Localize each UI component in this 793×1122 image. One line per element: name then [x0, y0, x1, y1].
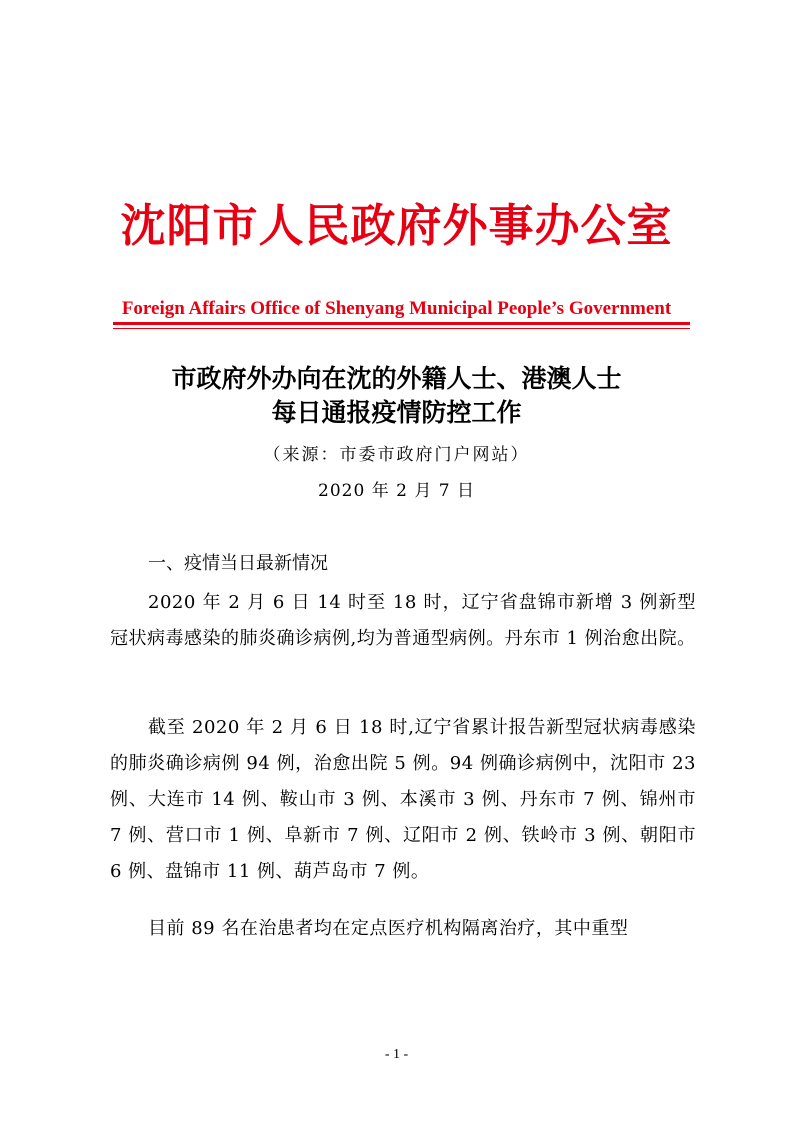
source-note: （来源：市委市政府门户网站）	[263, 445, 530, 465]
paragraph-text: 目前 89 名在治患者均在定点医疗机构隔离治疗，其中重型	[148, 918, 629, 939]
paragraph-text: 截至 2020 年 2 月 6 日 18 时,辽宁省累计报告新型冠状病毒感染的肺炎确诊病例 94 例，治愈出院 5 例。94 例确诊病例中，沈阳市 23 例、大连市 14 例、鞍山市 3 例、本溪市 3 例、丹东市 7 例、锦州市 7 例、营口市 1 例、阜新市 7 例、辽阳市 2 例、铁岭市 3 例、朝阳市 6 例、盘锦市 11 例、葫芦岛市 7 例。	[110, 717, 696, 882]
org-name-english: Foreign Affairs Office of Shenyang Municipal People’s Government	[121, 298, 672, 319]
org-name-chinese: 沈阳市人民政府外事办公室	[120, 199, 673, 252]
document-date: 2020 年 2 月 7 日	[318, 481, 475, 501]
page-number: - 1 -	[384, 1047, 409, 1062]
body-paragraph-3	[110, 911, 696, 947]
header-divider-thin	[113, 328, 690, 329]
paragraph-text: 2020 年 2 月 6 日 14 时至 18 时，辽宁省盘锦市新增 3 例新型冠状病毒感染的肺炎确诊病例,均为普通型病例。丹东市 1 例治愈出院。	[110, 592, 696, 649]
section-heading: 一、疫情当日最新情况	[148, 553, 328, 574]
document-title-line-1: 市政府外办向在沈的外籍人士、港澳人士	[171, 364, 622, 393]
document-title-line-2: 每日通报疫情防控工作	[271, 398, 522, 427]
header-divider-thick	[113, 322, 690, 325]
body-paragraph-2	[110, 710, 696, 890]
body-paragraph-1	[110, 585, 696, 657]
